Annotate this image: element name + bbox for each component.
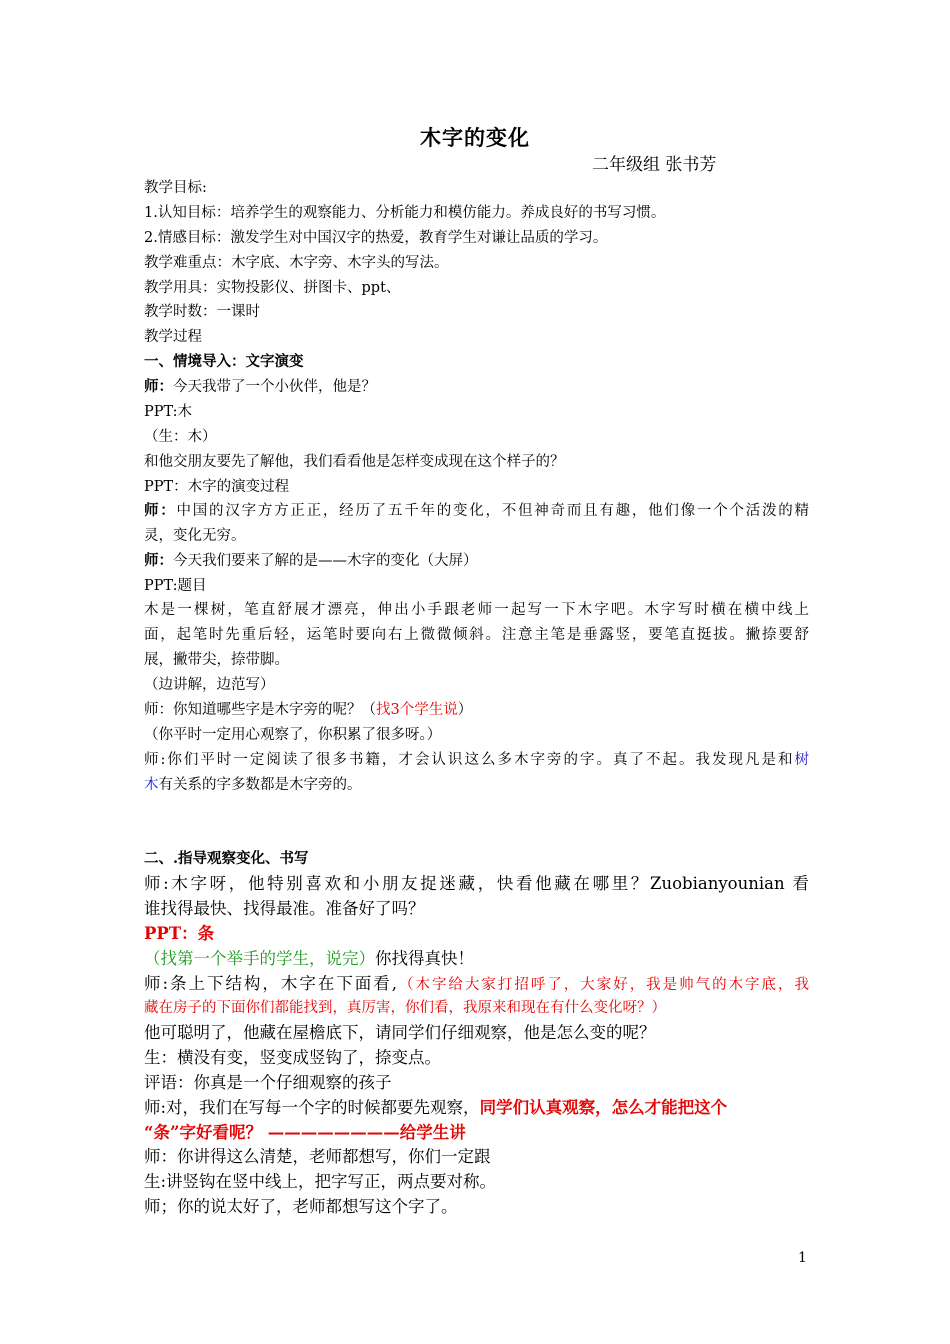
s2-line: 评语：你真是一个仔细观察的孩子 [144,1073,392,1092]
s1-line: 展，撇带尖，捺带脚。 [144,652,289,668]
process-heading: 教学过程 [144,329,202,345]
s1-line: 灵，变化无穷。 [144,528,246,544]
s2-line: 生：横没有变，竖变成竖钩了，捺变点。 [144,1048,441,1067]
teaching-hours: 教学时数：一课时 [144,304,260,320]
s1-line: PPT:题目 [144,578,207,594]
s1-line [144,776,809,794]
s1-blue-word: 木 [144,777,159,793]
s1-line: 面，起笔时先重后轻，运笔时要向右上微微倾斜。注意主笔是垂露竖，要笔直挺拔。撇捺要舒 [144,627,809,643]
s1-blue-word: 树 [794,752,809,768]
s2-line: PPT：条 [144,924,215,943]
goals-heading: 教学目标: [144,180,207,196]
s2-line: “条”字好看呢？ ————————给学生讲 [144,1123,466,1142]
speaker-label: 师： [144,552,173,569]
s2-line: 谁找得最快、找得最准。准备好了吗？ [144,899,425,918]
s2-line [144,1098,809,1118]
section2-heading: 二、.指导观察变化、书写 [144,850,309,867]
s2-line [144,949,809,969]
s1-line: PPT:木 [144,404,193,420]
s1-line: （生：木） [144,429,217,445]
goal-cognitive: 1.认知目标：培养学生的观察能力、分析能力和模仿能力。养成良好的书写习惯。 [144,205,666,221]
s2-line: 师：你讲得这么清楚，老师都想写，你们一定跟 [144,1147,491,1166]
s1-text: 中国的汉字方方正正，经历了五千年的变化，不但神奇而且有趣，他们像一个个活泼的精 [176,503,810,519]
author-line: 二年级组 张书芳 [592,155,717,175]
s2-line: 藏在房子的下面你们都能找到，真厉害，你们看，我原来和现在有什么变化呀？） [144,1000,666,1016]
s1-text: ） [457,702,473,718]
s2-text: 师:条上下结构，木字在下面看, [144,974,398,993]
s2-text: 师:对，我们在写每一个字的时候都要先观察， [144,1098,480,1117]
s2-line [144,974,809,994]
speaker-label: 师： [144,502,177,519]
page-number: 1 [798,1250,807,1266]
s1-text: 师:你们平时一定阅读了很多书籍，才会认识这么多木字旁的字。真了不起。我发现凡是和 [144,752,795,768]
key-points: 教学难重点：木字底、木字旁、木字头的写法。 [144,255,449,271]
s2-line: 生:讲竖钩在竖中线上，把字写正，两点要对称。 [144,1172,497,1191]
s2-red-note: 同学们认真观察，怎么才能把这个 [479,1098,728,1117]
s1-line: （你平时一定用心观察了，你积累了很多呀。） [144,727,442,743]
s1-line [144,751,809,769]
s1-text: 师：你知道哪些字是木字旁的呢？（ [144,702,376,718]
goal-emotional: 2.情感目标：激发学生对中国汉字的热爱，教育学生对谦让品质的学习。 [144,230,608,246]
s1-text: 有关系的字多数都是木字旁的。 [158,777,362,793]
s1-red-note: 找3个学生说 [376,702,458,718]
s1-line: 木是一棵树，笔直舒展才漂亮，伸出小手跟老师一起写一下木字吧。木字写时横在横中线上 [144,602,809,618]
s1-line [144,701,809,719]
s1-line [144,552,809,570]
s1-line: （边讲解，边范写） [144,677,275,693]
s1-text: 今天我带了一个小伙伴，他是？ [173,379,376,395]
teaching-tools: 教学用具：实物投影仪、拼图卡、ppt、 [144,280,401,296]
s1-line: 和他交朋友要先了解他，我们看看他是怎样变成现在这个样子的？ [144,454,565,470]
s1-text: 今天我们要来了解的是——木字的变化（大屏） [173,553,478,569]
section1-heading: 一、情境导入：文字演变 [144,353,304,370]
s1-line [144,378,809,396]
s2-red-note: （木字给大家打招呼了，大家好，我是帅气的木字底，我 [397,977,809,993]
s2-line: 他可聪明了，他藏在屋檐底下，请同学们仔细观察，他是怎么变的呢？ [144,1023,656,1042]
s2-green-note: （找第一个举手的学生，说完） [144,949,375,968]
s2-line: 师；你的说太好了，老师都想写这个字了。 [144,1197,458,1216]
s2-text: 你找得真快！ [375,949,474,968]
speaker-label: 师： [144,378,173,395]
s1-line [144,502,809,520]
s2-line: 师:木字呀，他特别喜欢和小朋友捉迷藏，快看他藏在哪里？Zuobianyounian 看 [144,874,809,893]
document-title: 木字的变化 [420,125,530,150]
s1-line: PPT：木字的演变过程 [144,479,290,495]
